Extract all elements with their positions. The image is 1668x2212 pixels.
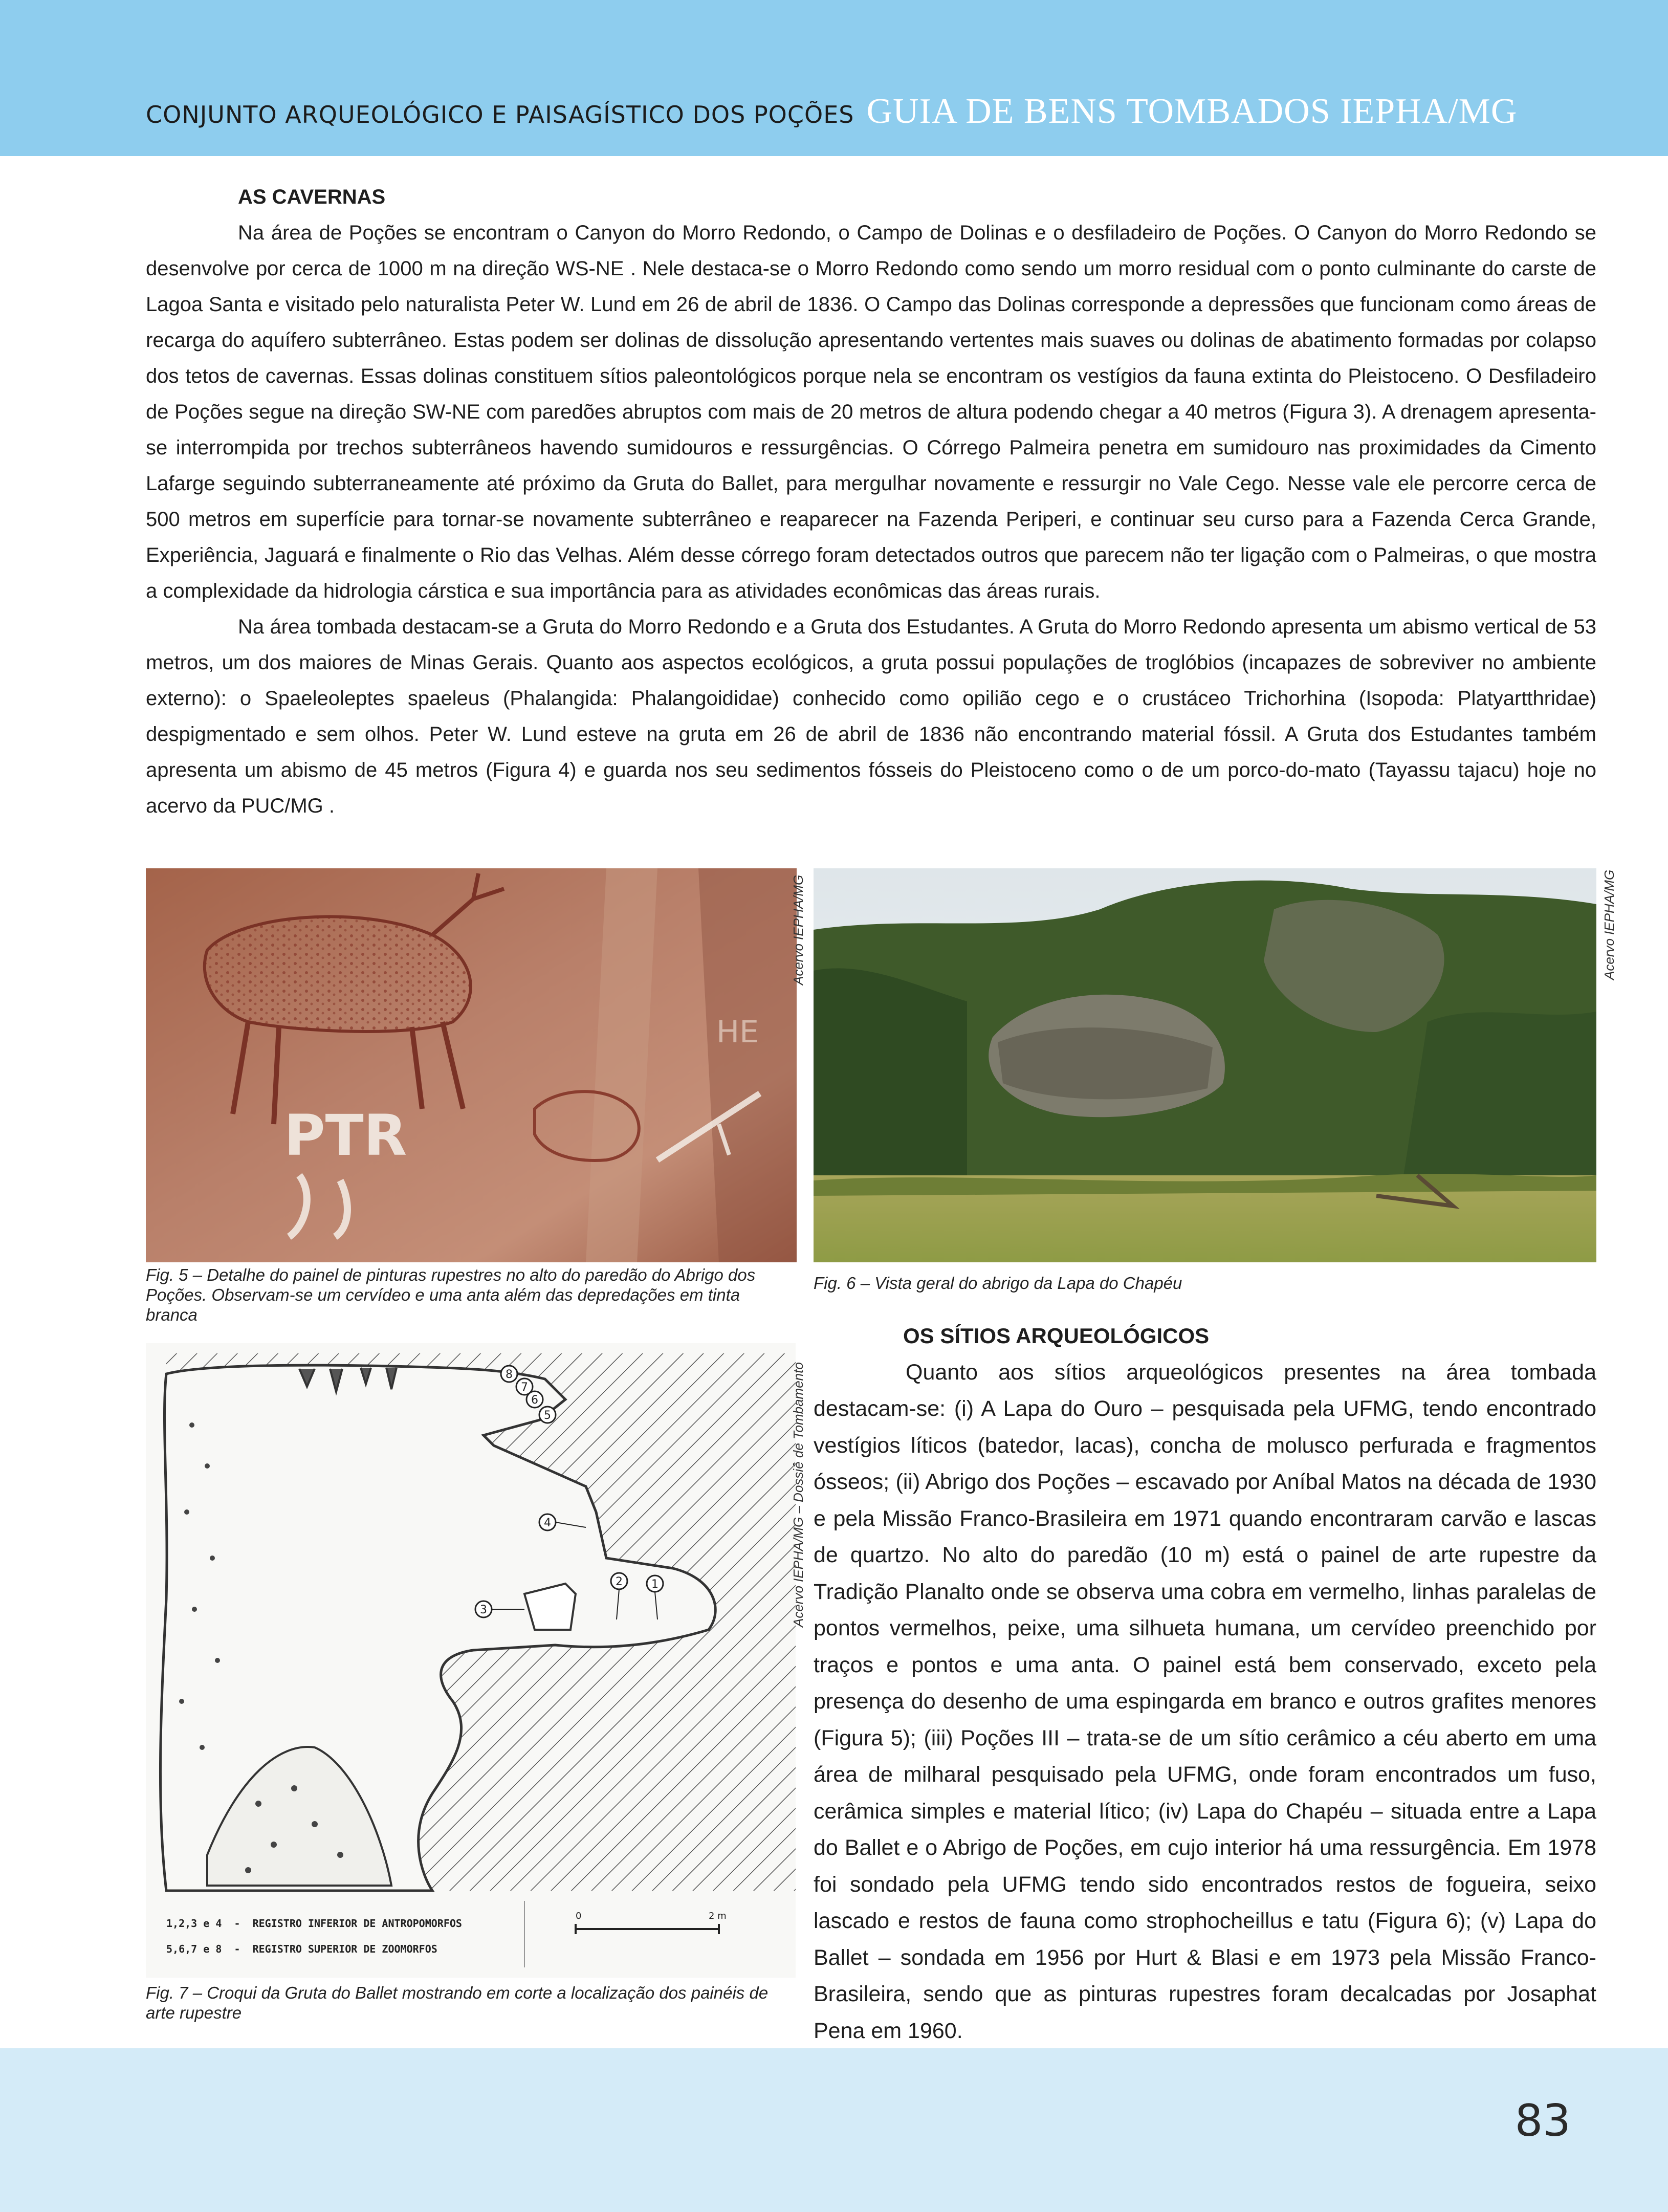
marker-3: 3: [480, 1604, 487, 1616]
figure-5-credit: Acervo IEPHA/MG: [791, 874, 806, 985]
page-number: 83: [1515, 2095, 1571, 2147]
scale-start: 0: [576, 1911, 582, 1921]
legend-antropomorfos: 1,2,3 e 4 - REGISTRO INFERIOR DE ANTROPOMORFOS: [166, 1917, 462, 1930]
figure-6-credit: Acervo IEPHA/MG: [1601, 869, 1617, 980]
svg-text:HE: HE: [716, 1014, 759, 1050]
lapa-do-chapeu-image: [814, 868, 1596, 1262]
scale-end: 2 m: [709, 1911, 727, 1921]
figure-6-photo: [814, 868, 1596, 1262]
marker-7: 7: [521, 1381, 528, 1394]
section-heading-cavernas: AS CAVERNAS: [238, 186, 386, 208]
marker-5: 5: [544, 1409, 551, 1422]
sitios-section: [814, 1318, 1596, 2049]
figure-7-caption: Fig. 7 – Croqui da Gruta do Ballet mostrando em corte a localização dos painéis de arte rupestre: [146, 1983, 769, 2022]
rock-art-image: [146, 868, 797, 1262]
figure-7-credit: Acervo IEPHA/MG – Dossiê de Tombamento: [791, 1362, 806, 1627]
cavernas-section: [146, 179, 1596, 824]
footer-band: [0, 2048, 1668, 2212]
marker-2: 2: [616, 1575, 623, 1588]
running-header: [146, 91, 1517, 132]
marker-1: 1: [651, 1578, 659, 1591]
figure-5-caption: Fig. 5 – Detalhe do painel de pinturas rupestres no alto do paredão do Abrigo dos Poções. Observam-se um cervídeo e uma anta além das depredações em tinta branca: [146, 1265, 756, 1324]
marker-4: 4: [544, 1517, 551, 1529]
header-band: [0, 0, 1668, 156]
paragraph: Quanto aos sítios arqueológicos presentes na área tombada destacam-se: (i) A Lapa do Ouro – pesquisada pela UFMG, tendo encontrado vestígios líticos (batedor, lacas), concha de molusco perfurada e fragmentos ósseos; (ii) Abrigo dos Poções – escavado por Aníbal Matos na década de 1930 e pela Missão Franco-Brasileira em 1971 quando encontraram carvão e lascas de quartzo. No alto do paredão (10 m) está o painel de arte rupestre da Tradição Planalto onde se observa uma cobra em vermelho, linhas paralelas de pontos vermelhos, peixe, uma silhueta humana, um cervídeo preenchido por traços e pontos e uma anta. O painel está bem conservado, exceto pela presença do desenho de uma espingarda em branco e outros grafites menores (Figura 5); (iii) Poções III – trata-se de um sítio cerâmico a céu aberto em uma área de milharal pesquisado pela UFMG, onde foram encontrados um fuso, cerâmica simples e material lítico; (iv) Lapa do Chapéu – situada entre a Lapa do Ballet e o Abrigo de Poções, em cujo interior há uma ressurgência. Em 1978 foi sondado pela UFMG tendo sido encontrados restos de fogueira, seixo lascado e restos de fauna como strophocheillus e tatu (Figura 6); (v) Lapa do Ballet – sondada em 1956 por Hurt & Blasi e em 1973 pela Missão Franco-Brasileira, sendo que as pinturas rupestres foram decalcadas por Josaphat Pena em 1960.: [814, 1360, 1596, 2043]
legend-zoomorfos: 5,6,7 e 8 - REGISTRO SUPERIOR DE ZOOMORFOS: [166, 1943, 437, 1955]
cervid-figure: [205, 916, 471, 1031]
figure-7-sketch: [146, 1343, 796, 1978]
graffiti-text: PTR: [284, 1103, 407, 1168]
figure-6-caption: Fig. 6 – Vista geral do abrigo da Lapa do Chapéu: [814, 1274, 1182, 1293]
marker-8: 8: [506, 1368, 513, 1381]
figure-5-photo: [146, 868, 797, 1262]
header-publication-title: CONJUNTO ARQUEOLÓGICO E PAISAGÍSTICO DOS POÇÕES: [146, 101, 854, 128]
section-heading-sitios: OS SÍTIOS ARQUEOLÓGICOS: [903, 1324, 1210, 1348]
paragraph: Na área tombada destacam-se a Gruta do Morro Redondo e a Gruta dos Estudantes. A Gruta do Morro Redondo apresenta um abismo vertical de 53 metros, um dos maiores de Minas Gerais. Quanto aos aspectos ecológicos, a gruta possui populações de troglóbios (incapazes de sobreviver no ambiente externo): o Spaeleoleptes spaeleus (Phalangida: Phalangoididae) conhecido como opilião cego e o crustáceo Trichorhina (Isopoda: Platyartthridae) despigmentado e sem olhos. Peter W. Lund esteve na gruta em 26 de abril de 1836 não encontrando material fóssil. A Gruta dos Estudantes também apresenta um abismo de 45 metros (Figura 4) e guarda nos seu sedimentos fósseis do Pleistoceno como o de um porco-do-mato (Tayassu tajacu) hoje no acervo da PUC/MG .: [146, 616, 1596, 817]
marker-6: 6: [531, 1394, 538, 1407]
paragraph: Na área de Poções se encontram o Canyon do Morro Redondo, o Campo de Dolinas e o desfiladeiro de Poções. O Canyon do Morro Redondo se desenvolve por cerca de 1000 m na direção WS-NE . Nele destaca-se o Morro Redondo como sendo um morro residual com o ponto culminante do carste de Lagoa Santa e visitado pelo naturalista Peter W. Lund em 26 de abril de 1836. O Campo das Dolinas corresponde a depressões que funcionam como áreas de recarga do aquífero subterrâneo. Estas podem ser dolinas de dissolução apresentando vertentes mais suaves ou dolinas de abatimento formadas por colapso dos tetos de cavernas. Essas dolinas constituem sítios paleontológicos porque nela se encontram os vestígios da fauna extinta do Pleistoceno. O Desfiladeiro de Poções segue na direção SW-NE com paredões abruptos com mais de 20 metros de altura podendo chegar a 40 metros (Figura 3). A drenagem apresenta-se interrompida por trechos subterrâneos havendo sumidouros e ressurgências. O Córrego Palmeira penetra em sumidouro nas proximidades da Cimento Lafarge seguindo subterraneamente até próximo da Gruta do Ballet, para mergulhar novamente e ressurgir no Vale Cego. Nesse vale ele percorre cerca de 500 metros em superfície para tornar-se novamente subterrâneo e reaparecer na Fazenda Periperi, e continuar seu curso para a Fazenda Cerca Grande, Experiência, Jaguará e finalmente o Rio das Velhas. Além desse córrego foram detectados outros que parecem não ter ligação com o Palmeiras, o que mostra a complexidade da hidrologia cárstica e sua importância para as atividades econômicas das áreas rurais.: [146, 222, 1596, 602]
gruta-do-ballet-croqui: [146, 1343, 796, 1978]
header-guide-title: GUIA DE BENS TOMBADOS IEPHA/MG: [866, 92, 1518, 131]
